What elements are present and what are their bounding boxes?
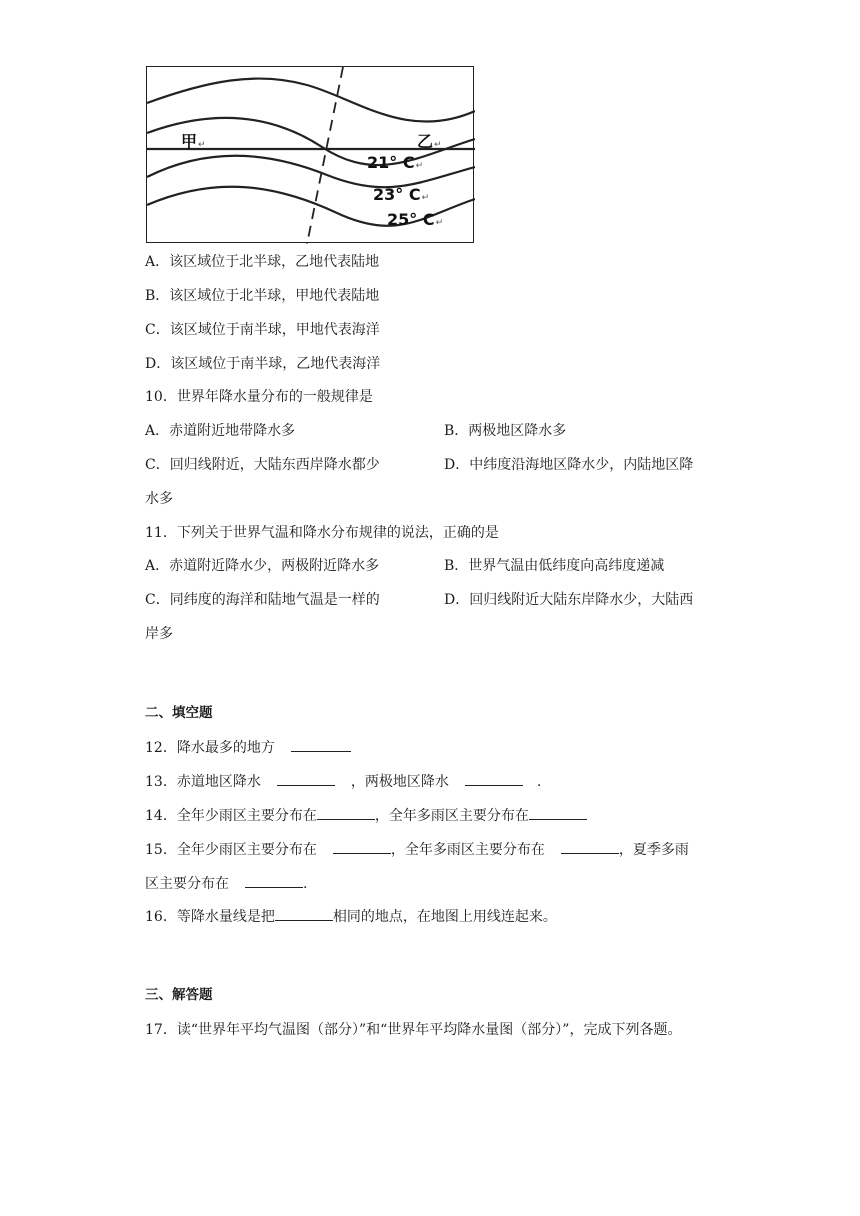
- q16-blank[interactable]: [275, 906, 333, 921]
- q10-option-b: B．两极地区降水多: [444, 423, 567, 439]
- q14-blank-2[interactable]: [529, 805, 587, 820]
- q10-option-a: A．赤道附近地带降水多: [145, 423, 296, 439]
- q16: 16．等降水量线是把 相同的地点，在地图上用线连起来。: [145, 906, 557, 927]
- q9-option-c: C．该区域位于南半球，甲地代表海洋: [145, 322, 380, 338]
- q15-line2: 区主要分布在 .: [145, 873, 307, 894]
- q15-blank-1[interactable]: [333, 839, 391, 854]
- q13-blank-2[interactable]: [465, 771, 523, 786]
- section-2-title: 二、填空题: [145, 705, 213, 721]
- q10-option-d: D．中纬度沿海地区降水少，内陆地区降: [444, 457, 694, 473]
- q14-blank-1[interactable]: [317, 805, 375, 820]
- q11-option-b: B．世界气温由低纬度向高纬度递减: [444, 558, 665, 574]
- q13-blank-1[interactable]: [277, 771, 335, 786]
- q9-option-b: B．该区域位于北半球，甲地代表陆地: [145, 288, 380, 304]
- q15-line1: 15．全年少雨区主要分布在 ，全年多雨区主要分布在 ，夏季多雨: [145, 839, 689, 860]
- label-25c: 25° C↵: [387, 210, 444, 229]
- q12: 12．降水最多的地方: [145, 737, 351, 758]
- section-3-title: 三、解答题: [145, 987, 213, 1003]
- q11-stem: 11．下列关于世界气温和降水分布规律的说法，正确的是: [145, 525, 499, 541]
- q17-stem: 17．读“世界年平均气温图（部分）”和“世界年平均降水量图（部分）”，完成下列各题。: [145, 1022, 682, 1038]
- q11-option-d: D．回归线附近大陆东岸降水少，大陆西: [444, 592, 694, 608]
- isotherm-figure: [146, 66, 474, 243]
- q10-option-c: C．回归线附近，大陆东西岸降水都少: [145, 457, 380, 473]
- q9-option-d: D．该区域位于南半球，乙地代表海洋: [145, 356, 381, 372]
- label-jia: 甲↵: [181, 132, 206, 151]
- label-21c: 21° C↵: [367, 153, 424, 172]
- q13: 13．赤道地区降水 ，两极地区降水 .: [145, 771, 541, 792]
- q9-option-a: A．该区域位于北半球，乙地代表陆地: [145, 254, 380, 270]
- q15-blank-2[interactable]: [561, 839, 619, 854]
- isotherm-top: [147, 79, 475, 122]
- q11-option-a: A．赤道附近降水少，两极附近降水多: [145, 558, 380, 574]
- q11-option-d-cont: 岸多: [145, 626, 173, 642]
- q10-option-d-cont: 水多: [145, 491, 173, 507]
- q12-blank[interactable]: [291, 737, 351, 752]
- q11-option-c: C．同纬度的海洋和陆地气温是一样的: [145, 592, 380, 608]
- label-23c: 23° C↵: [373, 185, 430, 204]
- q14: 14．全年少雨区主要分布在 ，全年多雨区主要分布在: [145, 805, 587, 826]
- label-yi: 乙↵: [417, 132, 442, 151]
- isotherm-23: [147, 156, 475, 187]
- q10-stem: 10．世界年降水量分布的一般规律是: [145, 389, 373, 405]
- q15-blank-3[interactable]: [245, 873, 303, 888]
